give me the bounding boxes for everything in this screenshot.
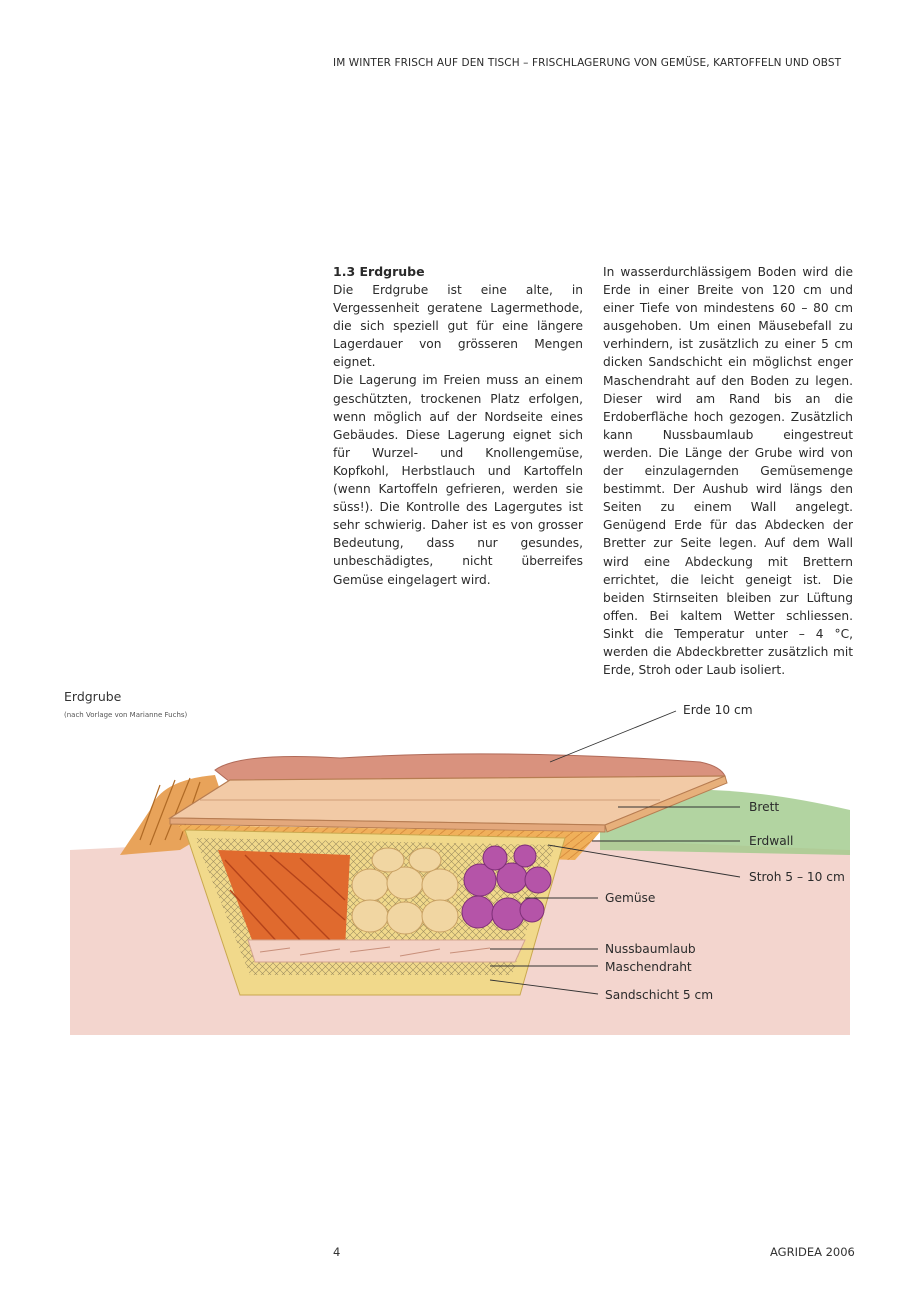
label-stroh: Stroh 5 – 10 cm [749, 870, 845, 884]
label-nussbaumlaub: Nussbaumlaub [605, 942, 696, 956]
figure-title: Erdgrube [64, 689, 122, 704]
figure-credit: (nach Vorlage von Marianne Fuchs) [64, 711, 188, 719]
label-gemuese: Gemüse [605, 891, 656, 905]
paragraph: Die Lagerung im Freien muss an einem geschützten, trockenen Platz erfolgen, wenn möglich auf der Nordseite eines Gebäudes. Diese Lagerung eignet sich für Wurzel- und Knollengemüse, Kopfkohl, Herbstlauch und Kartoffeln (wenn Kartoffeln gefrieren, werden sie süss!). Die Kontrolle des Lagergutes ist sehr schwierig. Daher ist es von grosser Bedeutung, dass nur gesundes, unbeschädigtes, nicht überreifes Gemüse eingelagert wird. [333, 373, 583, 587]
text-column-left [333, 263, 583, 589]
publisher-footer: AGRIDEA 2006 [770, 1245, 855, 1259]
paragraph: In wasserdurchlässigem Boden wird die Erde in einer Breite von 120 cm und einer Tiefe von mindestens 60 – 80 cm ausgehoben. Um einen Mäusebefall zu verhindern, ist zusätzlich zu einer 5 cm dicken Sandschicht ein möglichst enger Maschendraht auf den Boden zu legen. Dieser wird am Rand bis an die Erdoberfläche hoch gezogen. Zusätzlich kann Nussbaumlaub eingestreut werden. Die Länge der Grube wird von der einzulagernden Gemüsemenge bestimmt. Der Aushub wird längs den Seiten zu einem Wall angelegt. Genügend Erde für das Abdecken der Bretter zur Seite legen. Auf dem Wall wird eine Abdeckung mit Brettern errichtet, die leicht geneigt ist. Die beiden Stirnseiten bleiben zur Lüftung offen. Bei kaltem Wetter schliessen. Sinkt die Temperatur unter – 4 °C, werden die Abdeckbretter zusätzlich mit Erde, Stroh oder Laub isoliert. [603, 265, 853, 678]
running-header: IM WINTER FRISCH AUF DEN TISCH – FRISCHLAGERUNG VON GEMÜSE, KARTOFFELN UND OBST [333, 57, 842, 69]
label-maschendraht: Maschendraht [605, 960, 692, 974]
label-erdwall: Erdwall [749, 834, 794, 848]
page-number: 4 [333, 1245, 341, 1259]
label-brett: Brett [749, 800, 780, 814]
walnut-leaves [248, 940, 525, 962]
paragraph: Die Erdgrube ist eine alte, in Vergessenheit geratene Lagermethode, die sich speziell gut für eine längere Lagerdauer von grösseren Mengen eignet. [333, 283, 583, 370]
text-column-right [603, 263, 853, 679]
section-heading: 1.3 Erdgrube [333, 264, 425, 279]
label-sandschicht: Sandschicht 5 cm [605, 988, 714, 1002]
label-erde: Erde 10 cm [683, 703, 753, 717]
